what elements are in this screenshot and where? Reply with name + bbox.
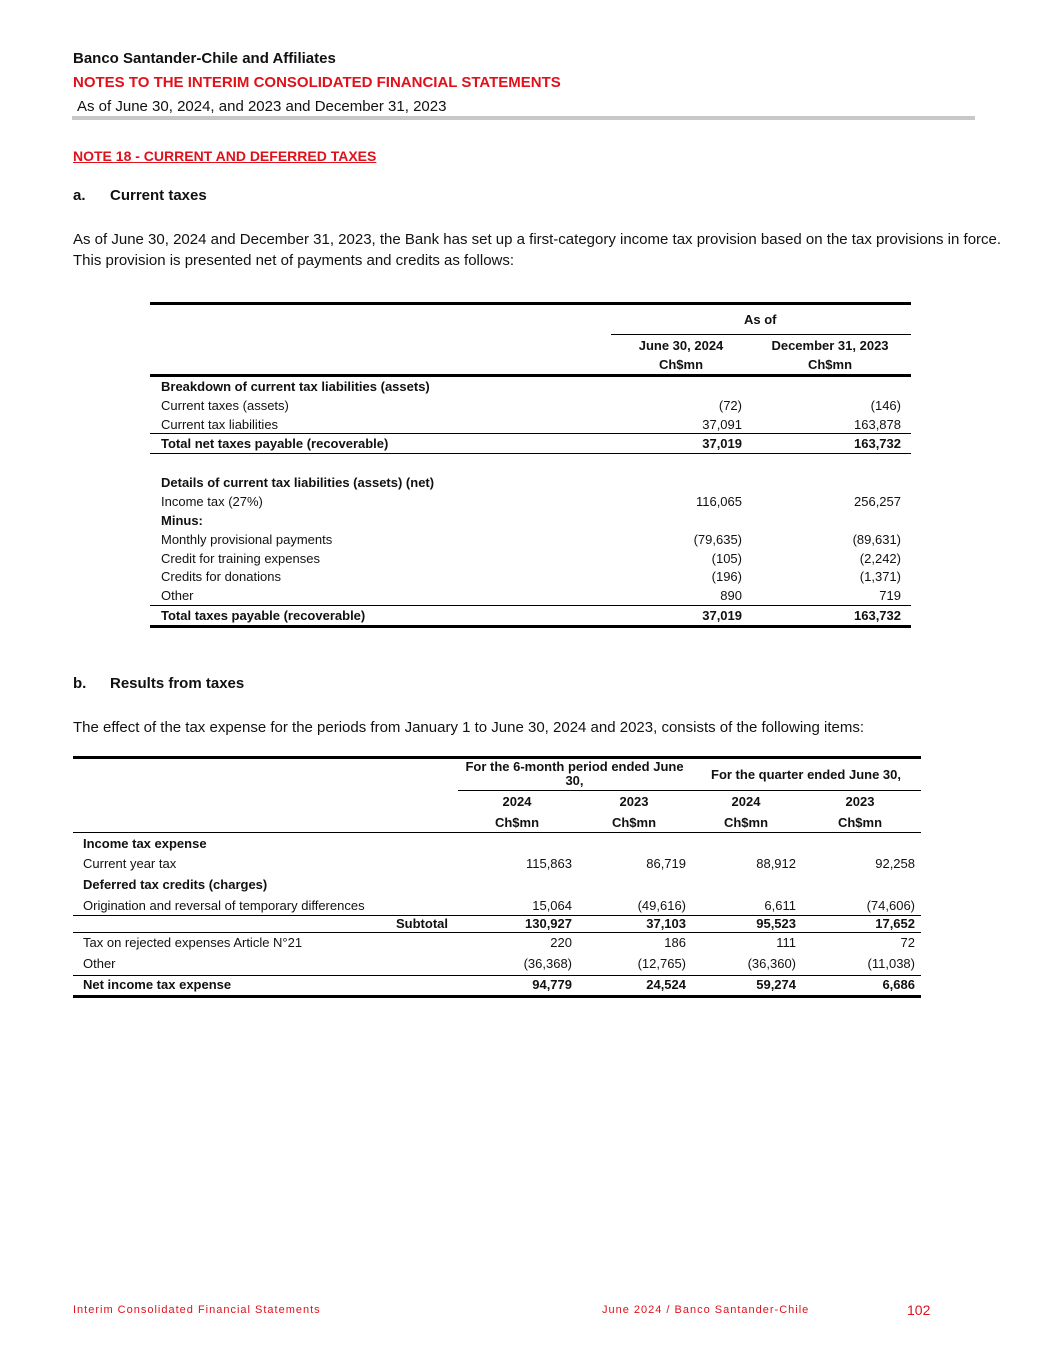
footer-left: Interim Consolidated Financial Statements bbox=[73, 1304, 321, 1316]
cell-value: (36,360) bbox=[747, 956, 796, 971]
notes-title: NOTES TO THE INTERIM CONSOLIDATED FINANCIAL STATEMENTS bbox=[73, 74, 561, 91]
cell-value: 6,686 bbox=[882, 977, 915, 992]
row-rule bbox=[150, 453, 911, 454]
note-title: NOTE 18 - CURRENT AND DEFERRED TAXES bbox=[73, 148, 377, 164]
section-a-heading bbox=[73, 187, 207, 204]
cell-value: (89,631) bbox=[852, 532, 901, 547]
table-row bbox=[150, 530, 911, 549]
cell-value: 37,019 bbox=[702, 436, 742, 451]
col-header-date: December 31, 2023 bbox=[771, 338, 889, 353]
table-row bbox=[73, 954, 921, 974]
cell-value: 163,732 bbox=[854, 608, 901, 623]
cell-value: (105) bbox=[711, 551, 742, 566]
cell-value: (49,616) bbox=[637, 898, 686, 913]
cell-value: 24,524 bbox=[646, 977, 686, 992]
row-label: Credit for training expenses bbox=[161, 551, 320, 566]
cell-value: (146) bbox=[870, 398, 901, 413]
row-label: Breakdown of current tax liabilities (assets) bbox=[161, 379, 430, 394]
row-label: Credits for donations bbox=[161, 569, 281, 584]
cell-value: 86,719 bbox=[646, 856, 686, 871]
row-label: Minus: bbox=[161, 513, 203, 528]
section-a-paragraph: As of June 30, 2024 and December 31, 2023, the Bank has set up a first-category income tax provision based on the tax provisions in force. This provision is presented net of payments and credits as follows: bbox=[73, 231, 1002, 269]
table-row bbox=[73, 854, 921, 874]
cell-value: (2,242) bbox=[859, 551, 901, 566]
row-label: Other bbox=[83, 956, 116, 971]
col-header-year: 2024 bbox=[502, 794, 532, 809]
page-number: 102 bbox=[907, 1302, 931, 1318]
col-header-unit: Ch$mn bbox=[658, 357, 704, 372]
cell-value: (196) bbox=[711, 569, 742, 584]
header-divider bbox=[72, 116, 975, 120]
row-label: Subtotal bbox=[396, 916, 448, 931]
cell-value: 37,091 bbox=[702, 417, 742, 432]
table-row bbox=[150, 586, 911, 605]
cell-value: 130,927 bbox=[525, 916, 572, 931]
col-header-year: 2023 bbox=[619, 794, 649, 809]
table-row bbox=[150, 492, 911, 511]
cell-value: (36,368) bbox=[523, 956, 572, 971]
cell-value: 186 bbox=[664, 935, 686, 950]
group-header-6-month: For the 6-month period ended June 30, bbox=[465, 759, 684, 788]
cell-value: 116,065 bbox=[695, 494, 742, 509]
cell-value: 17,652 bbox=[875, 916, 915, 931]
cell-value: 163,878 bbox=[854, 417, 901, 432]
row-label: Current year tax bbox=[83, 856, 177, 871]
cell-value: 163,732 bbox=[854, 436, 901, 451]
date-line: As of June 30, 2024, and 2023 and December 31, 2023 bbox=[77, 98, 447, 115]
cell-value: 6,611 bbox=[764, 898, 796, 913]
section-b-heading bbox=[73, 675, 244, 692]
header-rule bbox=[73, 832, 921, 833]
group-header-quarter: For the quarter ended June 30, bbox=[711, 767, 901, 782]
cell-value: (79,635) bbox=[693, 532, 742, 547]
as-of-header: As of bbox=[744, 312, 777, 327]
row-label: Net income tax expense bbox=[83, 977, 232, 992]
cell-value: (72) bbox=[718, 398, 742, 413]
cell-value: 59,274 bbox=[756, 977, 796, 992]
as-of-rule bbox=[611, 334, 911, 335]
table-row bbox=[150, 511, 911, 530]
cell-value: (12,765) bbox=[637, 956, 686, 971]
col-header-dec-2023 bbox=[760, 336, 900, 374]
col-header-date: June 30, 2024 bbox=[638, 338, 724, 353]
cell-value: 890 bbox=[720, 588, 742, 603]
col-header-unit: Ch$mn bbox=[723, 815, 769, 830]
row-label: Total taxes payable (recoverable) bbox=[161, 608, 366, 623]
row-label: Tax on rejected expenses Article N°21 bbox=[83, 935, 303, 950]
row-label: Current taxes (assets) bbox=[161, 398, 289, 413]
row-label: Current tax liabilities bbox=[161, 417, 279, 432]
cell-value: 72 bbox=[900, 935, 915, 950]
cell-value: 92,258 bbox=[875, 856, 915, 871]
cell-value: 256,257 bbox=[854, 494, 901, 509]
col-header-year: 2023 bbox=[845, 794, 875, 809]
cell-value: (74,606) bbox=[866, 898, 915, 913]
table-row bbox=[150, 377, 911, 396]
table-top-rule bbox=[150, 302, 911, 305]
cell-value: (11,038) bbox=[867, 956, 915, 971]
col-header-unit: Ch$mn bbox=[611, 815, 657, 830]
section-b-label: b. bbox=[73, 675, 87, 692]
table-row bbox=[150, 415, 911, 434]
row-label: Income tax expense bbox=[83, 836, 207, 851]
row-label: Origination and reversal of temporary differences bbox=[83, 898, 365, 913]
cell-value: 220 bbox=[550, 935, 572, 950]
table-row-total bbox=[150, 434, 911, 453]
table-row-total bbox=[73, 975, 921, 995]
table-bottom-rule bbox=[73, 995, 921, 998]
cell-value: 37,103 bbox=[646, 916, 686, 931]
row-label: Total net taxes payable (recoverable) bbox=[161, 436, 389, 451]
row-label: Monthly provisional payments bbox=[161, 532, 333, 547]
group-header-rule bbox=[458, 790, 921, 791]
table-row bbox=[150, 473, 911, 492]
col-header-june-2024 bbox=[611, 336, 751, 374]
table-row bbox=[150, 549, 911, 568]
cell-value: 88,912 bbox=[756, 856, 796, 871]
cell-value: 115,863 bbox=[525, 856, 572, 871]
cell-value: 719 bbox=[879, 588, 901, 603]
table-row bbox=[150, 567, 911, 586]
cell-value: 111 bbox=[776, 935, 796, 950]
cell-value: 94,779 bbox=[532, 977, 572, 992]
table-row-subtotal bbox=[73, 915, 921, 933]
cell-value: (1,371) bbox=[859, 569, 901, 584]
company-name: Banco Santander-Chile and Affiliates bbox=[73, 50, 336, 67]
table-row bbox=[150, 396, 911, 415]
table-row bbox=[73, 896, 921, 916]
section-b-title: Results from taxes bbox=[110, 675, 245, 692]
section-a-label: a. bbox=[73, 187, 86, 204]
table-row-total bbox=[150, 606, 911, 625]
section-a-title: Current taxes bbox=[110, 187, 207, 204]
col-header-unit: Ch$mn bbox=[807, 357, 853, 372]
row-label: Other bbox=[161, 588, 194, 603]
col-header-unit: Ch$mn bbox=[494, 815, 540, 830]
table-row bbox=[73, 834, 921, 854]
row-label: Income tax (27%) bbox=[161, 494, 263, 509]
cell-value: 15,064 bbox=[532, 898, 572, 913]
row-label: Details of current tax liabilities (assets) (net) bbox=[161, 475, 435, 490]
row-label: Deferred tax credits (charges) bbox=[83, 877, 268, 892]
cell-value: 95,523 bbox=[756, 916, 796, 931]
section-b-paragraph: The effect of the tax expense for the periods from January 1 to June 30, 2024 and 2023, consists of the following items: bbox=[73, 719, 865, 736]
col-header-unit: Ch$mn bbox=[837, 815, 883, 830]
table-row bbox=[73, 933, 921, 953]
footer-center: June 2024 / Banco Santander-Chile bbox=[602, 1304, 810, 1316]
cell-value: 37,019 bbox=[702, 608, 742, 623]
col-header-year: 2024 bbox=[731, 794, 761, 809]
table-row bbox=[73, 875, 921, 895]
table-bottom-rule bbox=[150, 625, 911, 628]
